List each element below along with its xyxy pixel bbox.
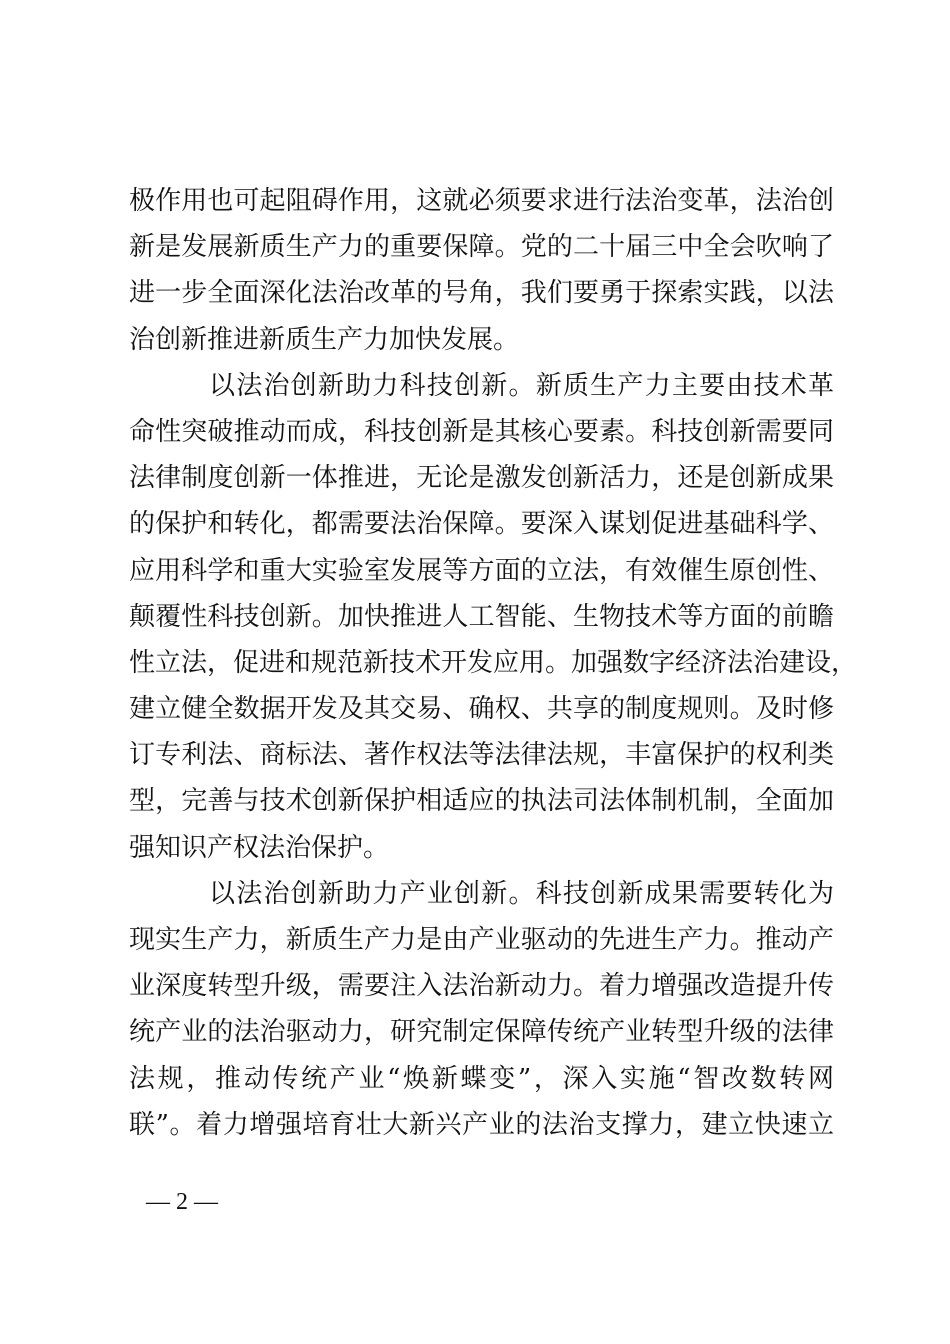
text-line: 性立法，促进和规范新技术开发应用。加强数字经济法治建设， — [129, 647, 858, 678]
text-line: 以法治创新助力科技创新。新质生产力主要由技术革 — [209, 370, 834, 401]
body-text — [129, 178, 858, 1148]
text-line: 统产业的法治驱动力，研究制定保障传统产业转型升级的法律 — [129, 1017, 834, 1048]
text-line: 极作用也可起阻碍作用，这就必须要求进行法治变革，法治创 — [129, 186, 834, 216]
text-line: 强知识产权法治保护。 — [129, 832, 390, 863]
text-line: 新是发展新质生产力的重要保障。党的二十届三中全会吹响了 — [129, 232, 834, 263]
text-line: 型，完善与技术创新保护相适应的执法司法体制机制，全面加 — [129, 786, 834, 817]
text-line: 命性突破推动而成，科技创新是其核心要素。科技创新需要同 — [129, 416, 834, 447]
text-line: 进一步全面深化法治改革的号角，我们要勇于探索实践，以法 — [129, 278, 834, 309]
text-line: 法律制度创新一体推进，无论是激发创新活力，还是创新成果 — [129, 463, 834, 494]
text-line: 订专利法、商标法、著作权法等法律法规，丰富保护的权利类 — [129, 740, 834, 771]
text-line: 法规，推动传统产业“焕新蝶变”，深入实施“智改数转网 — [129, 1063, 834, 1094]
text-line: 建立健全数据开发及其交易、确权、共享的制度规则。及时修 — [129, 694, 834, 725]
text-line: 业深度转型升级，需要注入法治新动力。着力增强改造提升传 — [129, 971, 834, 1002]
text-line: 的保护和转化，都需要法治保障。要深入谋划促进基础科学、 — [129, 509, 834, 540]
text-line: 治创新推进新质生产力加快发展。 — [129, 324, 520, 355]
text-line: 以法治创新助力产业创新。科技创新成果需要转化为 — [209, 878, 834, 909]
text-line: 应用科学和重大实验室发展等方面的立法，有效催生原创性、 — [129, 555, 834, 586]
page-number: — 2 — — [146, 1189, 218, 1215]
text-line: 颠覆性科技创新。加快推进人工智能、生物技术等方面的前瞻 — [129, 601, 834, 632]
text-line: 联”。着力增强培育壮大新兴产业的法治支撑力，建立快速立 — [129, 1109, 834, 1140]
text-line: 现实生产力，新质生产力是由产业驱动的先进生产力。推动产 — [129, 925, 834, 955]
